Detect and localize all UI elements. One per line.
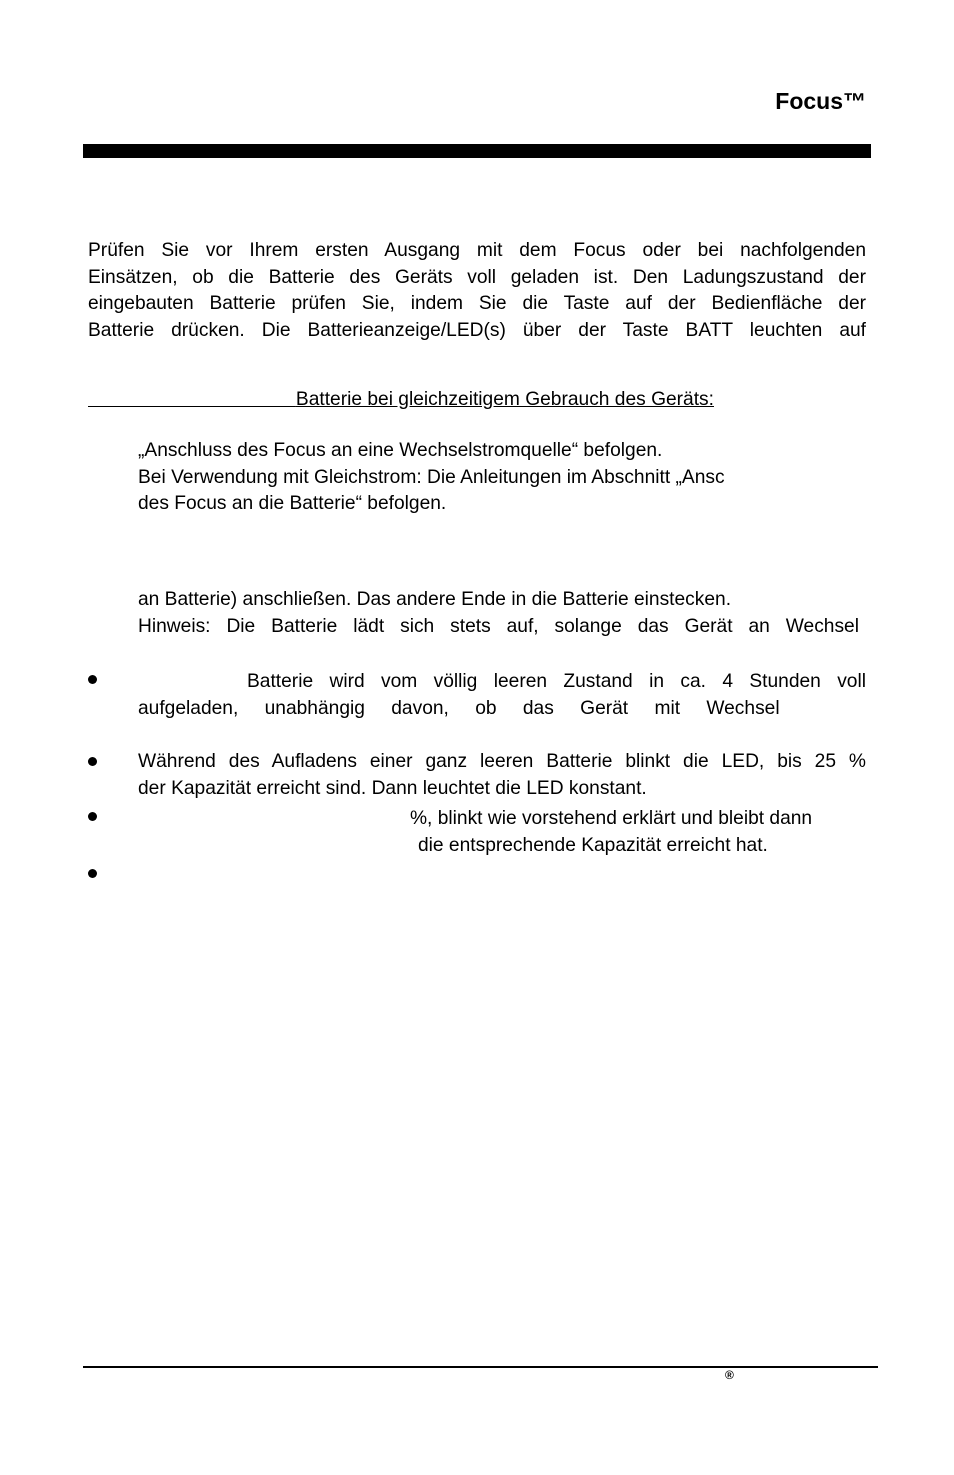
section-heading-text: Batterie bei gleichzeitigem Gebrauch des Geräts:: [295, 389, 714, 410]
bullet-line: Während des Aufladens einer ganz leeren Batterie blinkt die LED, bis 25 %: [138, 751, 866, 772]
instructions-block-b: [138, 587, 859, 640]
bullet-line: %, blinkt wie vorstehend erklärt und bleibt dann: [410, 808, 813, 829]
bullet-item-charge-time: [138, 669, 866, 722]
bullet-dot: [88, 869, 97, 878]
bullet-line: der Kapazität erreicht sind. Dann leuchtet die LED konstant.: [138, 777, 647, 799]
bullet-item-capacity: [138, 806, 866, 859]
registered-mark: ®: [725, 1368, 734, 1382]
instructions-block-a: [138, 438, 828, 518]
intro-paragraph: [88, 238, 866, 344]
bullet-line: die entsprechende Kapazität erreicht hat.: [418, 834, 768, 856]
intro-line: Einsätzen, ob die Batterie des Geräts voll geladen ist. Den Ladungszustand der: [88, 266, 866, 288]
bullet-dot: [88, 675, 97, 684]
bullet-item-led-blink: [138, 749, 866, 802]
header-rule: [83, 144, 871, 158]
bullet-dot: [88, 812, 97, 821]
instruction-line: „Anschluss des Focus an eine Wechselstromquelle“ befolgen.: [138, 440, 663, 461]
instruction-line: an Batterie) anschließen. Das andere Ende in die Batterie einstecken.: [138, 589, 732, 610]
intro-line: Batterie drücken. Die Batterieanzeige/LED(s) über der Taste BATT leuchten auf: [88, 319, 866, 341]
instruction-line: Hinweis: Die Batterie lädt sich stets auf, solange das Gerät an Wechsel: [138, 615, 859, 637]
intro-line: eingebauten Batterie prüfen Sie, indem Sie die Taste auf der Bedienfläche der: [88, 293, 866, 314]
intro-line: Prüfen Sie vor Ihrem ersten Ausgang mit dem Focus oder bei nachfolgenden: [88, 240, 866, 261]
section-heading-indent: [88, 389, 296, 410]
section-heading: [88, 389, 728, 411]
bullet-line: Batterie wird vom völlig leeren Zustand in ca. 4 Stunden voll: [247, 671, 866, 692]
footer-rule: [83, 1366, 878, 1368]
instruction-line: Bei Verwendung mit Gleichstrom: Die Anleitungen im Abschnitt „Ansc: [138, 466, 725, 488]
bullet-line: aufgeladen, unabhängig davon, ob das Gerät mit Wechsel: [138, 697, 780, 719]
brand-title: Focus™: [775, 88, 866, 114]
instruction-line: des Focus an die Batterie“ befolgen.: [138, 493, 447, 514]
bullet-dot: [88, 757, 97, 766]
